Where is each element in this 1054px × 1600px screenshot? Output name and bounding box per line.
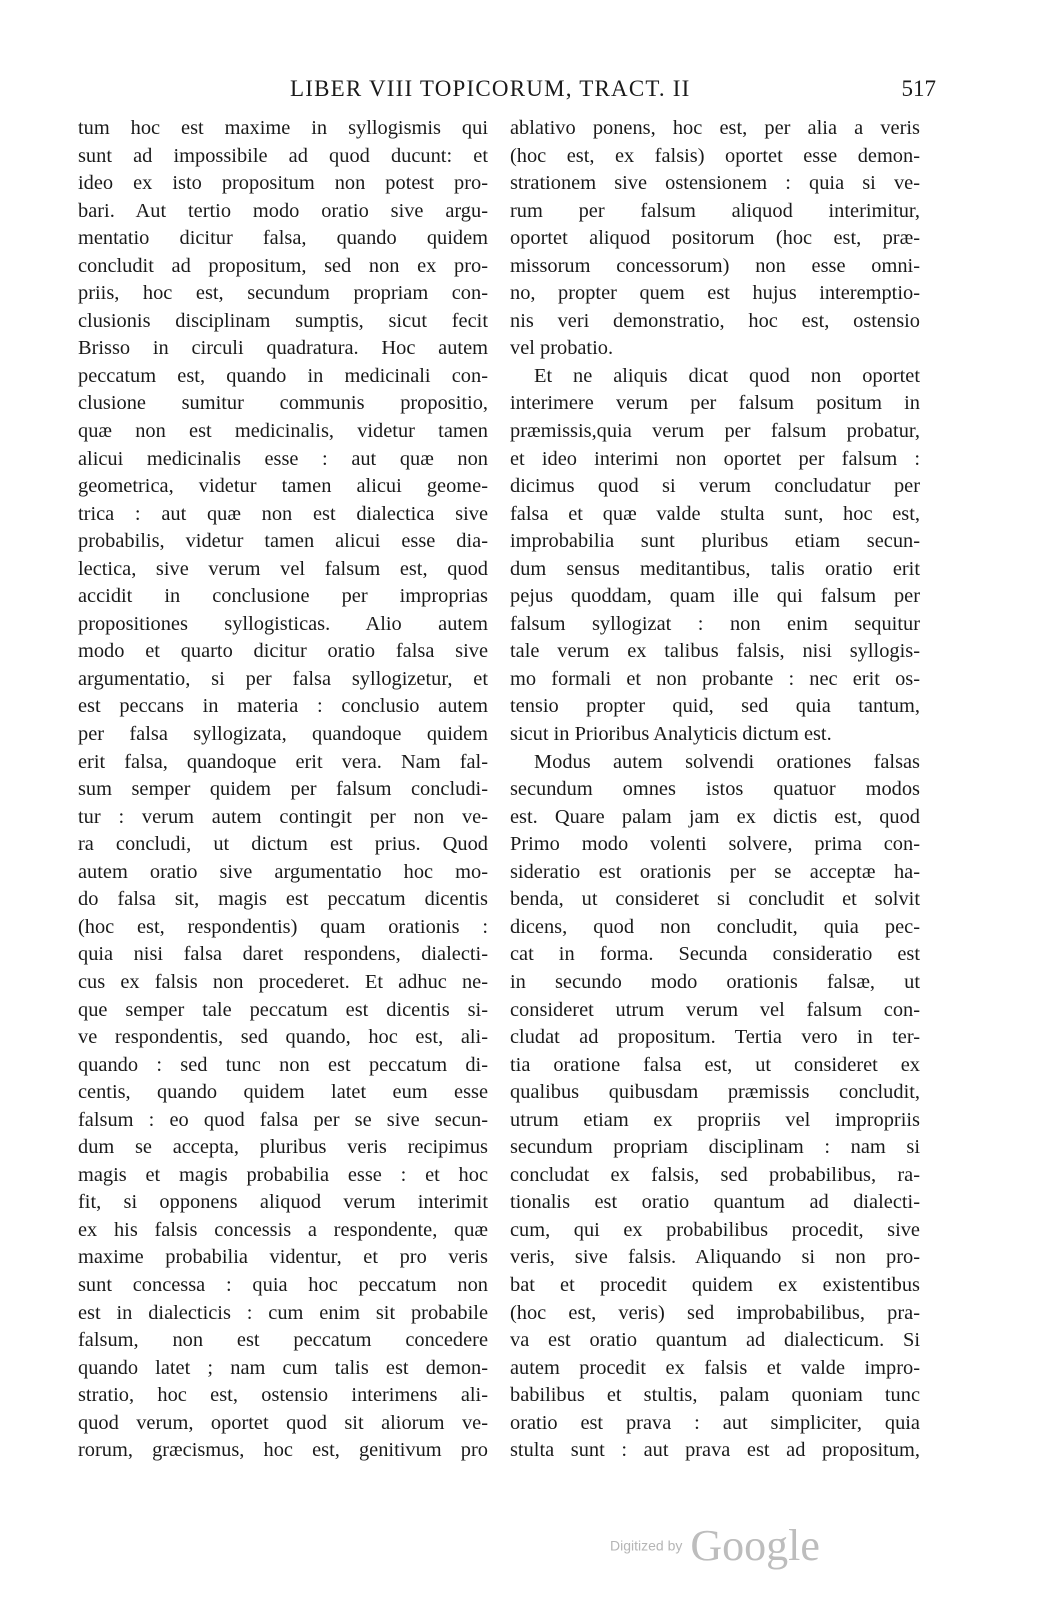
- text-line: no, propter quem est hujus interemptio-: [510, 282, 920, 305]
- text-line: oratio est prava : aut simpliciter, quia: [510, 1411, 920, 1434]
- text-line: cludat ad propositum. Tertia vero in ter-: [510, 1026, 920, 1049]
- text-line: consideret utrum verum vel falsum con-: [510, 998, 920, 1021]
- text-line: quando latet ; nam cum talis est demon-: [78, 1356, 488, 1379]
- text-line: ideo ex isto propositum non potest pro-: [78, 172, 488, 195]
- text-line: Modus autem solvendi orationes falsas: [534, 750, 920, 773]
- text-line: quod verum, oportet quod sit aliorum ve-: [78, 1411, 488, 1434]
- text-line: rorum, græcismus, hoc est, genitivum pro: [78, 1439, 488, 1462]
- text-line: cat in forma. Secunda consideratio est: [510, 943, 920, 966]
- text-line: interimere verum per falsum positum in: [510, 392, 920, 415]
- text-line: cus ex falsis non procederet. Et adhuc ne-: [78, 970, 488, 993]
- text-line: tale verum ex talibus falsis, nisi syllogis-: [510, 640, 920, 663]
- text-line: geometrica, videtur tamen alicui geome-: [78, 475, 488, 498]
- text-line: babilibus et stultis, palam quoniam tunc: [510, 1384, 920, 1407]
- text-line: ra concludi, ut dictum est prius. Quod: [78, 833, 488, 856]
- text-line: magis et magis probabilia esse : et hoc: [78, 1163, 488, 1186]
- text-line: tensio propter quid, sed quia tantum,: [510, 695, 920, 718]
- text-line: ve respondentis, sed quando, hoc est, ali-: [78, 1026, 488, 1049]
- text-line: erit falsa, quandoque erit vera. Nam fal-: [78, 750, 488, 773]
- watermark-prefix: Digitized by: [610, 1537, 683, 1554]
- text-line: concludat ex falsis, sed probabilibus, ra-: [510, 1163, 920, 1186]
- text-line: maxime probabilia videntur, et pro veris: [78, 1246, 488, 1269]
- google-logo: Google: [690, 1521, 820, 1570]
- text-line: in secundo modo orationis falsæ, ut: [510, 970, 920, 993]
- text-line: peccatum est, quando in medicinali con-: [78, 364, 488, 387]
- text-line: sunt ad impossibile ad quod ducunt: et: [78, 144, 488, 167]
- text-line: rum per falsum aliquod interimitur,: [510, 199, 920, 222]
- text-line: dicens, quod non concludit, quia pec-: [510, 915, 920, 938]
- text-line: per falsa syllogizata, quandoque quidem: [78, 723, 488, 746]
- text-line: va est oratio quantum ad dialecticum. Si: [510, 1329, 920, 1352]
- text-line: dum se accepta, pluribus veris recipimus: [78, 1136, 488, 1159]
- text-line: benda, ut consideret si concludit et solvit: [510, 888, 920, 911]
- text-line: sicut in Prioribus Analyticis dictum est.: [510, 723, 832, 746]
- text-line: propositiones syllogisticas. Alio autem: [78, 612, 488, 635]
- text-line: secundum omnes istos quatuor modos: [510, 778, 920, 801]
- text-line: Primo modo volenti solvere, prima con-: [510, 833, 920, 856]
- text-line: secundum propriam disciplinam : nam si: [510, 1136, 920, 1159]
- text-line: mentatio dicitur falsa, quando quidem: [78, 227, 488, 250]
- page-number: 517: [901, 76, 936, 101]
- text-line: nis veri demonstratio, hoc est, ostensio: [510, 309, 920, 332]
- text-line: (hoc est, veris) sed improbabilibus, pra-: [510, 1301, 920, 1324]
- text-line: ex his falsis concessis a respondente, quæ: [78, 1218, 488, 1241]
- text-line: dum sensus meditantibus, talis oratio erit: [510, 557, 920, 580]
- text-line: (hoc est, respondentis) quam orationis :: [78, 915, 488, 938]
- running-title: LIBER VIII TOPICORUM, TRACT. II: [290, 76, 691, 101]
- text-line: lectica, sive verum vel falsum est, quod: [78, 557, 488, 580]
- text-line: qualibus quibusdam præmissis concludit,: [510, 1081, 920, 1104]
- text-line: tia oratione falsa est, ut consideret ex: [510, 1053, 920, 1076]
- text-line: et ideo interimi non oportet per falsum :: [510, 447, 920, 470]
- text-line: sum semper quidem per falsum concludi-: [78, 778, 488, 801]
- text-line: est peccans in materia : conclusio autem: [78, 695, 488, 718]
- text-line: Brisso in circuli quadratura. Hoc autem: [78, 337, 488, 360]
- text-line: priis, hoc est, secundum propriam con-: [78, 282, 488, 305]
- text-line: modo et quarto dicitur oratio falsa sive: [78, 640, 488, 663]
- text-line: trica : aut quæ non est dialectica sive: [78, 502, 488, 525]
- text-line: utrum etiam ex propriis vel impropriis: [510, 1108, 920, 1131]
- text-line: falsa et quæ valde stulta sunt, hoc est,: [510, 502, 920, 525]
- text-line: argumentatio, si per falsa syllogizetur, et: [78, 667, 488, 690]
- text-line: improbabilia sunt pluribus etiam secun-: [510, 530, 920, 553]
- text-line: autem procedit ex falsis et valde impro-: [510, 1356, 920, 1379]
- text-line: sunt concessa : quia hoc peccatum non: [78, 1273, 488, 1296]
- text-line: do falsa sit, magis est peccatum dicentis: [78, 888, 488, 911]
- text-line: que semper tale peccatum est dicentis si-: [78, 998, 488, 1021]
- text-line: bari. Aut tertio modo oratio sive argu-: [78, 199, 488, 222]
- text-line: falsum : eo quod falsa per se sive secun-: [78, 1108, 488, 1131]
- text-line: oportet aliquod positorum (hoc est, præ-: [510, 227, 920, 250]
- text-line: fit, si opponens aliquod verum interimit: [78, 1191, 488, 1214]
- text-line: quæ non est medicinalis, videtur tamen: [78, 420, 488, 443]
- text-line: strationem sive ostensionem : quia si ve-: [510, 172, 920, 195]
- left-column: [78, 115, 488, 1465]
- text-line: ablativo ponens, hoc est, per alia a veris: [510, 117, 920, 139]
- text-line: stulta sunt : aut prava est ad propositum,: [510, 1439, 920, 1462]
- digitized-watermark: [610, 1520, 820, 1580]
- text-line: mo formali et non probante : nec erit os-: [510, 667, 920, 690]
- text-line: dicimus quod si verum concludatur per: [510, 475, 920, 498]
- text-line: est in dialecticis : cum enim sit probabile: [78, 1301, 488, 1324]
- text-line: accidit in conclusione per improprias: [78, 585, 488, 608]
- text-line: bat et procedit quidem ex existentibus: [510, 1273, 920, 1296]
- text-line: Et ne aliquis dicat quod non oportet: [534, 364, 920, 387]
- text-line: clusionis disciplinam sumptis, sicut fecit: [78, 309, 488, 332]
- right-column: [510, 115, 920, 1465]
- text-line: falsum syllogizat : non enim sequitur: [510, 612, 920, 635]
- text-line: stratio, hoc est, ostensio interimens ali-: [78, 1384, 488, 1407]
- text-line: probabilis, videtur tamen alicui esse dia-: [78, 530, 488, 553]
- text-line: quia nisi falsa daret respondens, dialecti-: [78, 943, 488, 966]
- text-line: tur : verum autem contingit per non ve-: [78, 805, 488, 828]
- text-line: quando : sed tunc non est peccatum di-: [78, 1053, 488, 1076]
- running-header: [0, 72, 1054, 106]
- text-line: centis, quando quidem latet eum esse: [78, 1081, 488, 1104]
- text-line: autem oratio sive argumentatio hoc mo-: [78, 860, 488, 883]
- text-line: missorum concessorum) non esse omni-: [510, 254, 920, 277]
- text-line: concludit ad propositum, sed non ex pro-: [78, 254, 488, 277]
- text-line: vel probatio.: [510, 337, 614, 360]
- text-line: pejus quoddam, quam ille qui falsum per: [510, 585, 920, 608]
- text-line: veris, sive falsis. Aliquando si non pro-: [510, 1246, 920, 1269]
- text-line: cum, qui ex probabilibus procedit, sive: [510, 1218, 920, 1241]
- text-line: præmissis,quia verum per falsum probatur,: [510, 420, 920, 443]
- text-line: tionalis est oratio quantum ad dialecti-: [510, 1191, 920, 1214]
- text-line: tum hoc est maxime in syllogismis qui: [78, 117, 488, 139]
- text-line: falsum, non est peccatum concedere: [78, 1329, 488, 1352]
- text-line: est. Quare palam jam ex dictis est, quod: [510, 805, 920, 828]
- text-line: alicui medicinalis esse : aut quæ non: [78, 447, 488, 470]
- text-line: sideratio est orationis per se acceptæ ha-: [510, 860, 920, 883]
- text-line: clusione sumitur communis propositio,: [78, 392, 488, 415]
- text-line: (hoc est, ex falsis) oportet esse demon-: [510, 144, 920, 167]
